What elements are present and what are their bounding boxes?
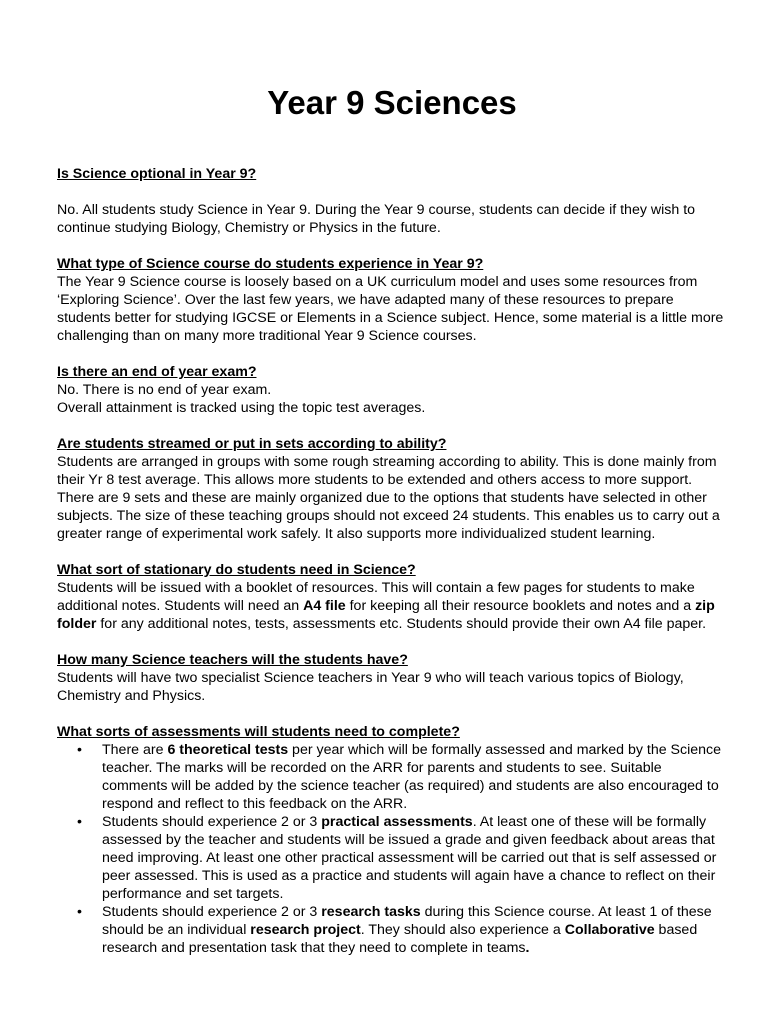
answer-stationary-text-1: Students will be issued with a booklet of resources. This will contain a few pages for students to make additional notes. Students will need an	[57, 580, 695, 614]
page-title: Year 9 Sciences	[267, 84, 517, 121]
answer-exam-line-2: Overall attainment is tracked using the topic test averages.	[57, 400, 426, 416]
spacer	[57, 543, 727, 561]
bullet-icon: •	[77, 814, 82, 830]
spacer	[57, 345, 727, 363]
assessments-list	[57, 741, 727, 957]
answer-stationary-text-2: for keeping all their resource booklets and notes and a	[345, 598, 696, 614]
list-item-text: . At least one of these will be formally assessed by the teacher and students will be issued a grade and given feedback about areas that need improving. At least one other practical assessment will be carried out that is self assessed or peer assessed. This is used as a practice and students will again have a chance to reflect on their performance and set targets.	[102, 814, 717, 902]
list-item-text: Students should experience 2 or 3	[102, 814, 322, 830]
question-exam: Is there an end of year exam?	[57, 364, 257, 380]
spacer	[57, 183, 727, 201]
spacer	[57, 633, 727, 651]
bullet-icon: •	[77, 904, 82, 920]
answer-stationary	[57, 579, 727, 633]
document-body	[57, 165, 727, 957]
list-item	[57, 903, 727, 957]
list-item-text: per year which will be formally assessed and marked by the Science teacher. The marks will be recorded on the ARR for parents and students to see. Suitable comments will be added by the science teacher (as required) and students are also encouraged to respond and reflect to this feedback on the ARR.	[102, 742, 722, 812]
answer-streamed: Students are arranged in groups with some rough streaming according to ability. This is done mainly from their Yr 8 test average. This allows more students to be extended and others access to more support. There are 9 sets and these are mainly organized due to the options that students have selected in other subjects. The size of these teaching groups should not exceed 24 students. This enables us to carry out a greater range of experimental work safely. It also supports more individualized student learning.	[57, 454, 720, 542]
question-streamed: Are students streamed or put in sets according to ability?	[57, 436, 447, 452]
answer-teachers: Students will have two specialist Science teachers in Year 9 who will teach various topics of Biology, Chemistry and Physics.	[57, 670, 684, 704]
question-optional: Is Science optional in Year 9?	[57, 166, 257, 182]
question-stationary: What sort of stationary do students need in Science?	[57, 562, 416, 578]
question-assessments: What sorts of assessments will students need to complete?	[57, 724, 460, 740]
answer-exam-line-1: No. There is no end of year exam.	[57, 382, 272, 398]
bullet-icon: •	[77, 742, 82, 758]
list-item	[57, 813, 727, 903]
list-item-bold: practical assessments	[321, 814, 473, 830]
answer-stationary-bold-zip-folder: zip folder	[57, 598, 715, 632]
question-course-type: What type of Science course do students experience in Year 9?	[57, 256, 484, 272]
list-item-text: There are	[102, 742, 168, 758]
question-teachers: How many Science teachers will the students have?	[57, 652, 408, 668]
list-item-text: during this Science course. At least 1 of these should be an individual	[102, 904, 712, 938]
list-item-bold: research project	[250, 922, 361, 938]
list-item-bold: .	[525, 940, 530, 956]
spacer	[57, 705, 727, 723]
spacer	[57, 417, 727, 435]
answer-stationary-text-3: for any additional notes, tests, assessments etc. Students should provide their own A4 file paper.	[96, 616, 707, 632]
answer-course-type: The Year 9 Science course is loosely based on a UK curriculum model and uses some resources from ‘Exploring Science’. Over the last few years, we have adapted many of these resources to prepare students better for studying IGCSE or Elements in a Science subject. Hence, some material is a little more challenging than on many more traditional Year 9 Science courses.	[57, 274, 724, 344]
list-item-bold: research tasks	[321, 904, 421, 920]
list-item-text: based research and presentation task that they need to complete in teams	[102, 922, 698, 956]
answer-optional: No. All students study Science in Year 9. During the Year 9 course, students can decide if they wish to continue studying Biology, Chemistry or Physics in the future.	[57, 202, 696, 236]
list-item-text: . They should also experience a	[360, 922, 565, 938]
answer-stationary-bold-a4-file: A4 file	[303, 598, 346, 614]
list-item	[57, 741, 727, 813]
list-item-bold: Collaborative	[564, 922, 655, 938]
list-item-text: Students should experience 2 or 3	[102, 904, 322, 920]
list-item-bold: 6 theoretical tests	[167, 742, 289, 758]
spacer	[57, 237, 727, 255]
